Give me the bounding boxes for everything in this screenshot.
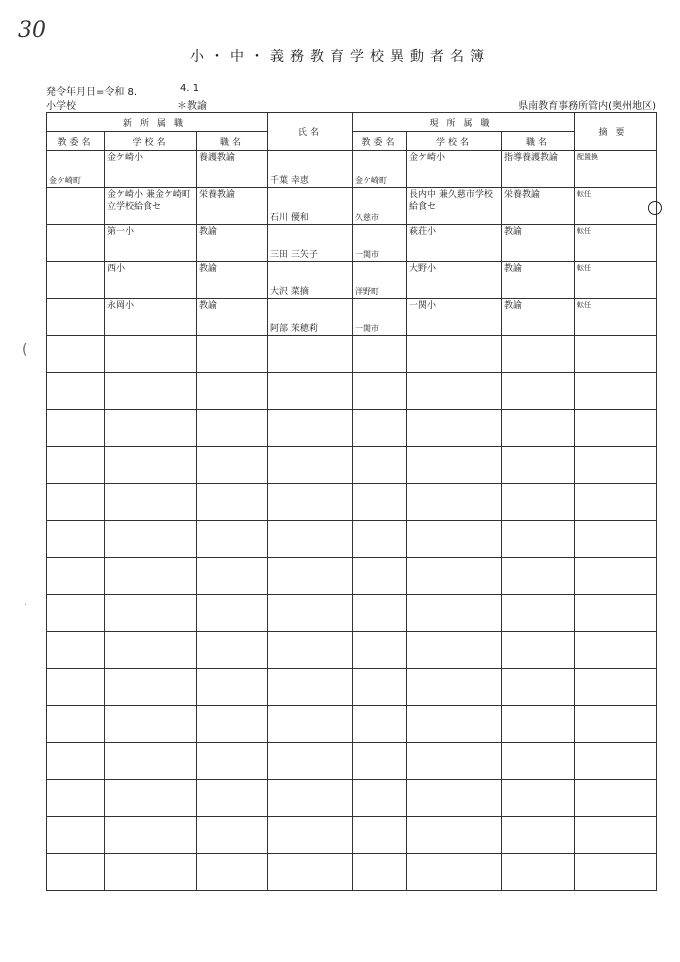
empty-cell [575,373,657,410]
empty-cell [268,484,353,521]
empty-cell [268,595,353,632]
name-cell [268,299,353,336]
note-cell [575,299,657,336]
empty-cell [353,817,407,854]
cur-school: 大野小 [409,264,437,274]
cur-position-cell [502,188,575,225]
empty-cell [575,410,657,447]
empty-cell [47,706,105,743]
new-school: 第一小 [107,227,135,237]
empty-cell [353,447,407,484]
empty-cell [502,595,575,632]
empty-row [47,410,657,447]
header-new-board: 教委名 [47,132,105,151]
cur-board-cell [353,188,407,225]
empty-cell [407,595,502,632]
cur-board-cell [353,225,407,262]
empty-cell [353,410,407,447]
empty-cell [47,373,105,410]
empty-row [47,484,657,521]
page-title: 小・中・義務教育学校異動者名簿 [190,49,490,65]
new-board-cell [47,151,105,188]
new-school-cell [105,151,197,188]
empty-cell [197,706,268,743]
empty-cell [105,817,197,854]
note-cell [575,262,657,299]
empty-cell [105,595,197,632]
person-name: 大沢 菜摘 [270,287,309,297]
header-cur-position: 職名 [502,132,575,151]
empty-cell [353,373,407,410]
empty-cell [197,780,268,817]
cur-position-cell [502,299,575,336]
new-board-cell [47,299,105,336]
header-new-school: 学校名 [105,132,197,151]
person-name: 石川 優和 [270,213,309,223]
cur-position-cell [502,151,575,188]
cur-school-cell [407,225,502,262]
header-cur-school: 学校名 [407,132,502,151]
empty-cell [197,521,268,558]
empty-cell [407,336,502,373]
empty-cell [353,632,407,669]
empty-cell [197,558,268,595]
cur-school: 長内中 兼久慈市学校給食セ [409,190,493,212]
cur-school: 一関小 [409,301,437,311]
empty-cell [47,521,105,558]
cur-position-cell [502,225,575,262]
empty-cell [575,669,657,706]
empty-cell [105,521,197,558]
cur-school-cell [407,188,502,225]
empty-cell [407,558,502,595]
empty-row [47,336,657,373]
empty-row [47,817,657,854]
cur-school-cell [407,299,502,336]
empty-cell [575,447,657,484]
name-cell [268,188,353,225]
empty-cell [105,447,197,484]
issue-date-value: 4. 1 [180,83,200,94]
empty-cell [268,558,353,595]
empty-cell [105,854,197,891]
empty-cell [502,484,575,521]
table-row [47,188,657,225]
empty-cell [268,521,353,558]
summary-note: 転任 [577,190,592,198]
page-number: 30 [18,18,46,43]
empty-cell [575,521,657,558]
empty-row [47,854,657,891]
new-position-cell [197,299,268,336]
empty-row [47,521,657,558]
empty-cell [502,447,575,484]
roster-body [47,151,657,891]
new-position-cell [197,188,268,225]
empty-cell [407,484,502,521]
empty-cell [268,706,353,743]
empty-cell [47,447,105,484]
empty-cell [353,854,407,891]
cur-school: 萩荘小 [409,227,437,237]
empty-cell [47,558,105,595]
empty-cell [47,669,105,706]
empty-cell [105,632,197,669]
cur-position: 栄養教諭 [504,190,541,200]
empty-row [47,447,657,484]
name-cell [268,262,353,299]
empty-cell [47,743,105,780]
empty-cell [197,410,268,447]
cur-position-cell [502,262,575,299]
note-cell [575,225,657,262]
empty-cell [105,336,197,373]
header-cur-board: 教委名 [353,132,407,151]
empty-cell [105,373,197,410]
empty-cell [502,336,575,373]
empty-cell [268,669,353,706]
cur-board: 金ケ崎町 [355,176,388,185]
empty-row [47,743,657,780]
person-name: 阿部 茉穂莉 [270,324,318,334]
table-row [47,262,657,299]
empty-cell [502,780,575,817]
empty-cell [575,484,657,521]
empty-cell [105,410,197,447]
empty-cell [502,706,575,743]
note-cell [575,151,657,188]
empty-cell [47,410,105,447]
empty-cell [268,373,353,410]
new-school: 金ケ崎小 兼金ケ崎町立学校給食セ [107,190,191,212]
empty-cell [353,706,407,743]
empty-cell [197,484,268,521]
header-name: 氏名 [268,113,353,151]
new-position: 教諭 [199,227,218,237]
empty-cell [407,521,502,558]
cur-school: 金ケ崎小 [409,153,446,163]
empty-cell [268,743,353,780]
new-board-cell [47,188,105,225]
empty-row [47,780,657,817]
empty-cell [407,447,502,484]
empty-cell [502,632,575,669]
school-type: 小学校 [46,101,76,112]
empty-cell [47,854,105,891]
person-name: 千葉 幸恵 [270,176,309,186]
empty-row [47,373,657,410]
empty-cell [407,706,502,743]
empty-cell [197,817,268,854]
empty-cell [105,743,197,780]
cur-board: 一関市 [355,324,380,333]
empty-cell [47,595,105,632]
empty-cell [407,410,502,447]
empty-cell [407,817,502,854]
cur-board-cell [353,299,407,336]
margin-speck: · [24,600,28,611]
name-cell [268,151,353,188]
summary-note: 転任 [577,264,592,272]
empty-cell [47,817,105,854]
new-school: 金ケ崎小 [107,153,144,163]
empty-cell [197,669,268,706]
empty-cell [353,595,407,632]
header-summary: 摘要 [575,113,657,151]
empty-cell [407,373,502,410]
new-school: 西小 [107,264,126,274]
new-school-cell [105,188,197,225]
empty-cell [353,521,407,558]
empty-cell [197,854,268,891]
empty-cell [353,743,407,780]
empty-cell [502,669,575,706]
name-cell [268,225,353,262]
cur-board: 一関市 [355,250,380,259]
new-board-cell [47,262,105,299]
empty-cell [407,669,502,706]
empty-row [47,632,657,669]
empty-cell [268,447,353,484]
empty-row [47,595,657,632]
new-position: 栄養教諭 [199,190,236,200]
cur-position: 教諭 [504,227,523,237]
new-position: 教諭 [199,264,218,274]
empty-cell [105,484,197,521]
cur-position: 教諭 [504,301,523,311]
summary-note: 転任 [577,227,592,235]
empty-cell [502,743,575,780]
empty-cell [268,410,353,447]
empty-cell [268,632,353,669]
empty-cell [575,595,657,632]
empty-cell [197,632,268,669]
person-name: 三田 三矢子 [270,250,318,260]
empty-cell [353,669,407,706]
new-school: 永岡小 [107,301,135,311]
empty-cell [105,669,197,706]
empty-cell [353,780,407,817]
table-row [47,299,657,336]
cur-board-cell [353,151,407,188]
empty-cell [353,558,407,595]
summary-note: 配置換 [577,153,599,161]
new-position-cell [197,225,268,262]
new-position: 養護教諭 [199,153,236,163]
empty-row [47,558,657,595]
new-school-cell [105,225,197,262]
cur-board: 洋野町 [355,287,380,296]
cur-position: 指導養護教諭 [504,153,559,163]
empty-cell [268,854,353,891]
new-school-cell [105,262,197,299]
cur-school-cell [407,151,502,188]
empty-cell [407,632,502,669]
empty-cell [353,484,407,521]
empty-cell [575,632,657,669]
empty-cell [47,632,105,669]
new-board: 金ケ崎町 [49,176,81,185]
note-cell [575,188,657,225]
empty-cell [197,743,268,780]
empty-row [47,669,657,706]
summary-note: 転任 [577,301,592,309]
empty-cell [575,706,657,743]
empty-cell [502,521,575,558]
position-filter: ＊教諭 [177,101,207,112]
empty-cell [575,854,657,891]
empty-cell [268,817,353,854]
office-name: 県南教育事務所管内(奥州地区) [518,101,656,112]
empty-cell [502,817,575,854]
new-position-cell [197,262,268,299]
margin-mark: ( [22,342,28,358]
empty-cell [575,817,657,854]
table-row [47,225,657,262]
header-new-group: 新所属職 [47,113,268,132]
empty-cell [197,447,268,484]
empty-cell [105,706,197,743]
empty-cell [575,743,657,780]
empty-cell [502,410,575,447]
empty-cell [105,780,197,817]
cur-school-cell [407,262,502,299]
empty-cell [105,558,197,595]
new-school-cell [105,299,197,336]
empty-cell [197,336,268,373]
table-row [47,151,657,188]
empty-cell [47,780,105,817]
empty-cell [502,373,575,410]
empty-cell [197,373,268,410]
empty-cell [407,780,502,817]
cur-position: 教諭 [504,264,523,274]
empty-cell [575,558,657,595]
empty-cell [575,336,657,373]
header-current-group: 現所属職 [353,113,575,132]
new-position-cell [197,151,268,188]
empty-cell [47,336,105,373]
empty-cell [502,558,575,595]
empty-row [47,706,657,743]
empty-cell [575,780,657,817]
empty-cell [268,336,353,373]
new-board-cell [47,225,105,262]
issue-date-label: 発令年月日=令和 8. [46,87,138,98]
empty-cell [47,484,105,521]
empty-cell [407,743,502,780]
roster-table [46,112,657,891]
empty-cell [407,854,502,891]
empty-cell [502,854,575,891]
empty-cell [197,595,268,632]
empty-cell [268,780,353,817]
cur-board: 久慈市 [355,213,380,222]
header-new-position: 職名 [197,132,268,151]
cur-board-cell [353,262,407,299]
empty-cell [353,336,407,373]
new-position: 教諭 [199,301,218,311]
